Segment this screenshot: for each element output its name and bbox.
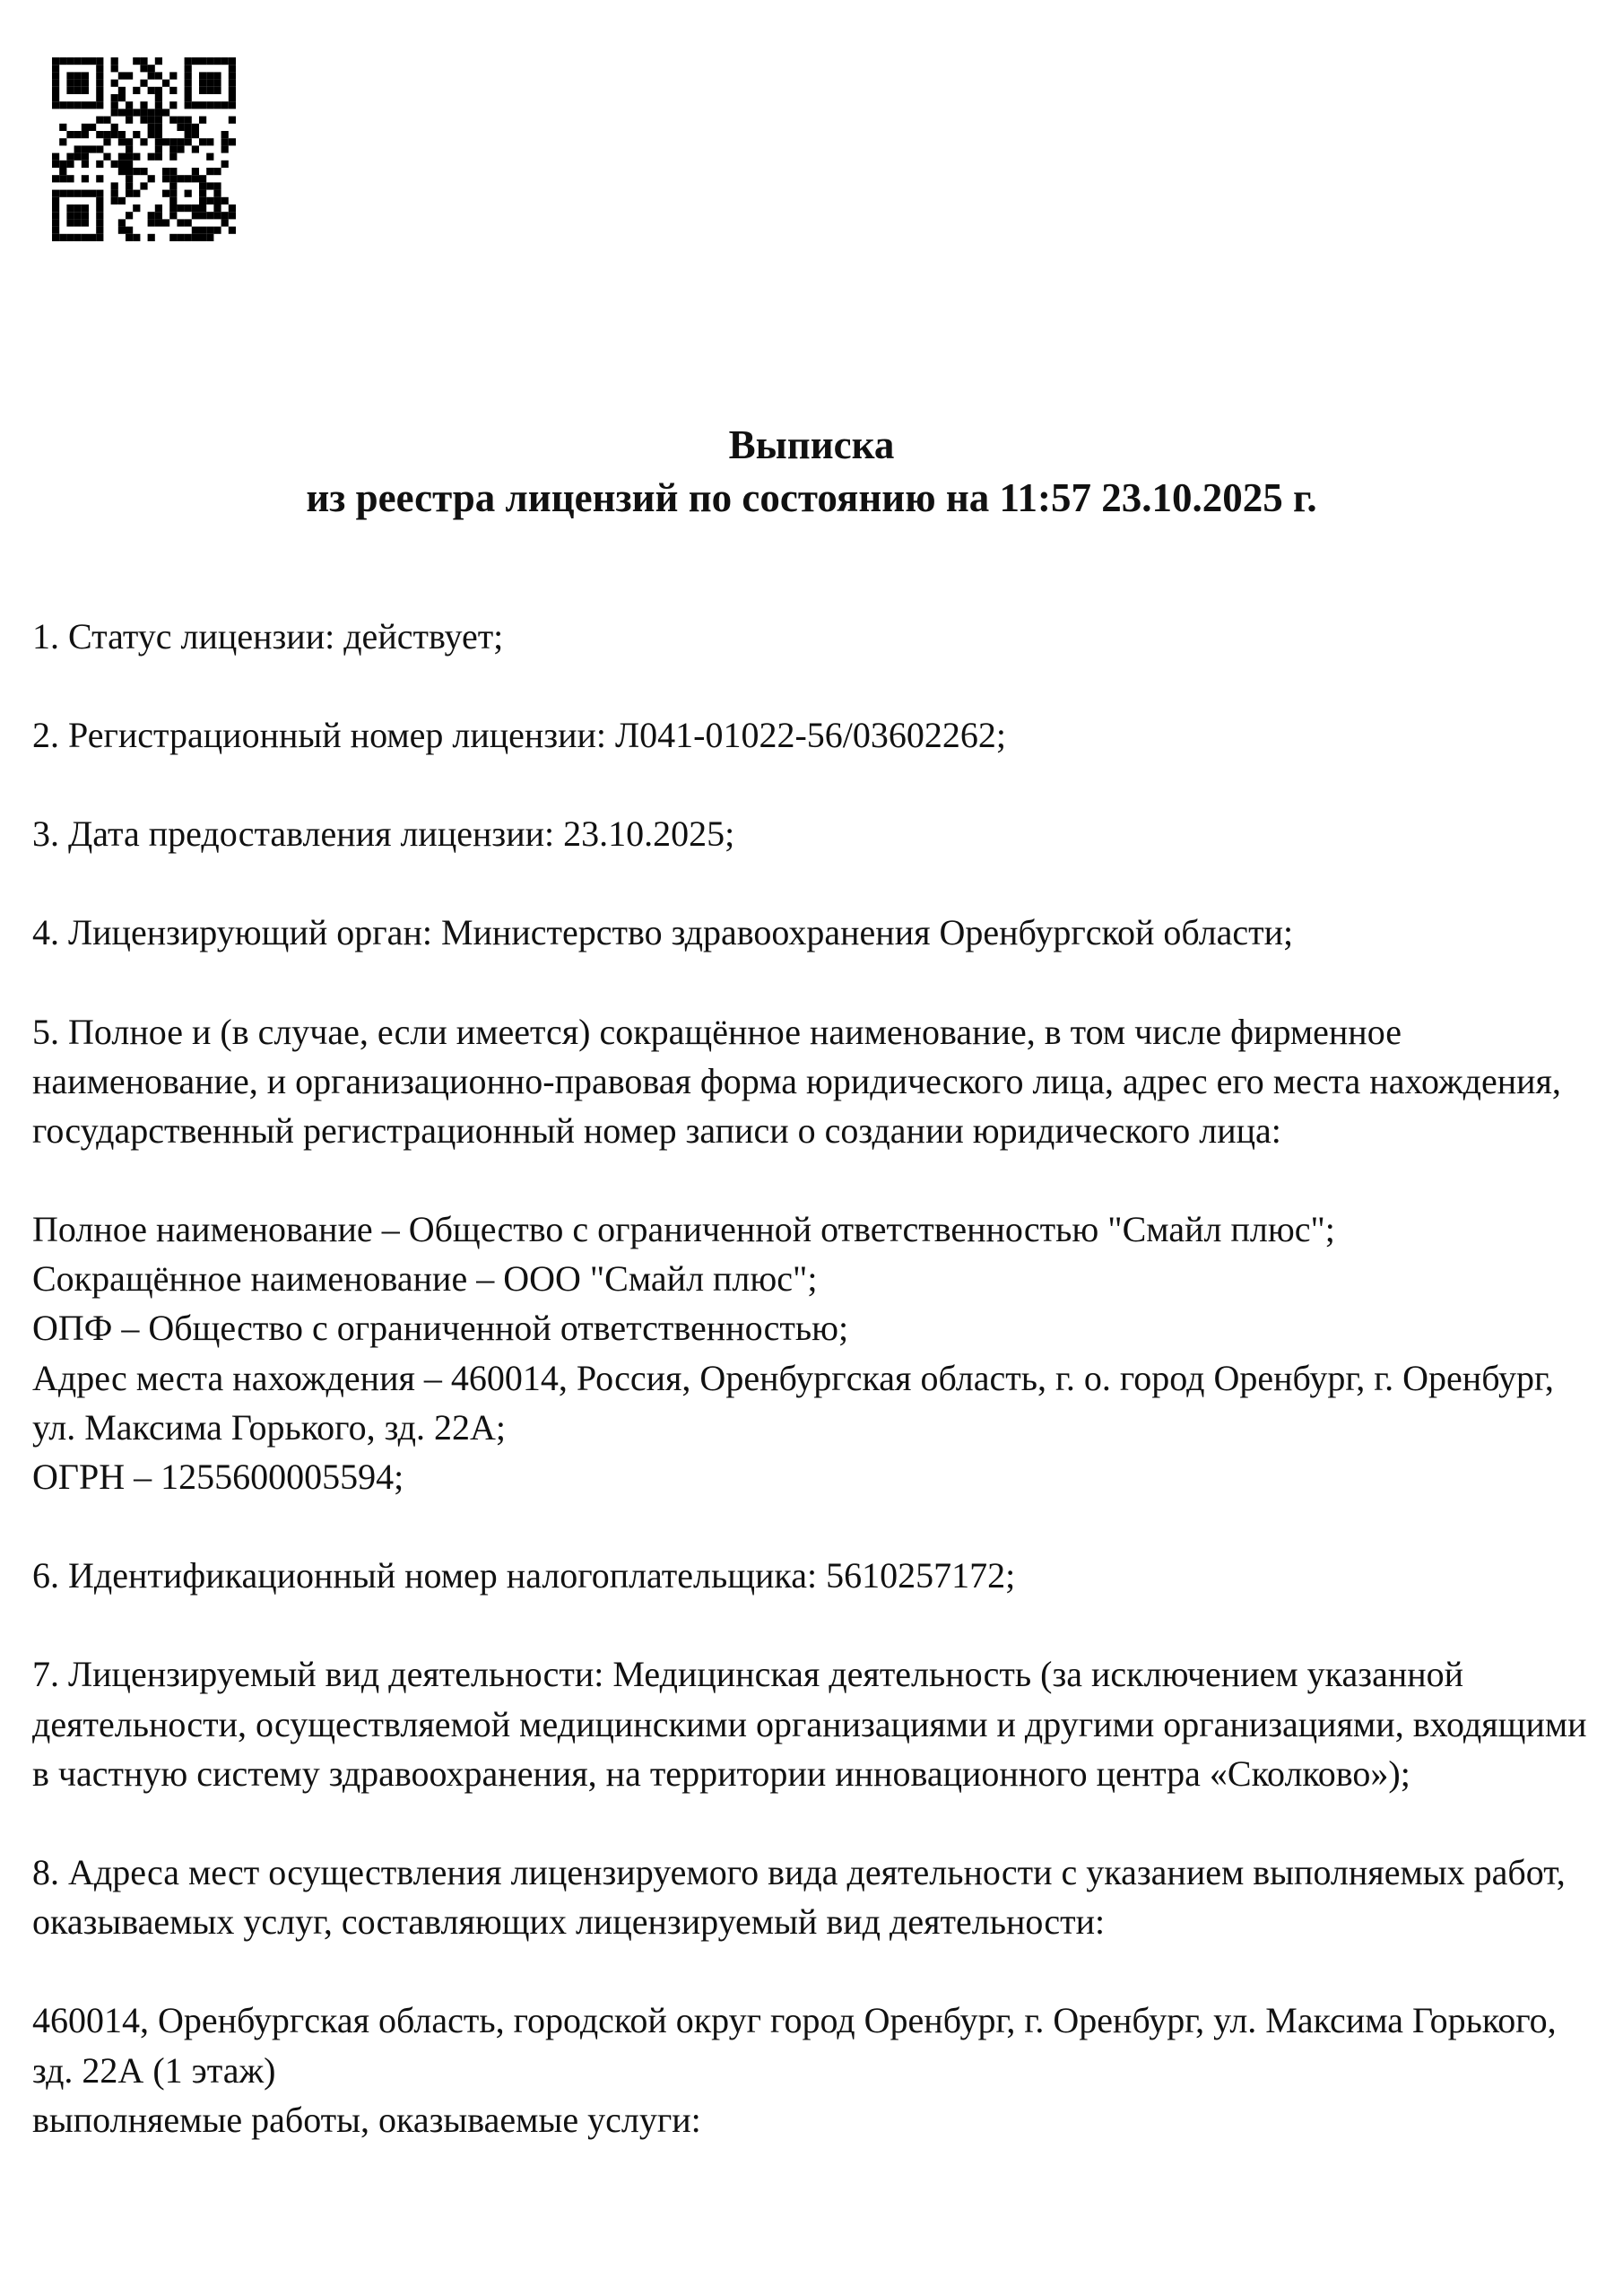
license-status: 1. Статус лицензии: действует; <box>32 615 504 657</box>
taxpayer-inn: 6. Идентификационный номер налогоплательщика: 5610257172; <box>32 1555 1016 1596</box>
activity-address-block <box>32 1996 1591 2144</box>
organization-short-name: Сокращённое наименование – ООО "Смайл плюс"; <box>32 1258 818 1300</box>
licensing-authority: 4. Лицензирующий орган: Министерство здравоохранения Оренбургской области; <box>32 912 1294 953</box>
grant-date: 3. Дата предоставления лицензии: 23.10.2025; <box>32 813 735 855</box>
organization-opf: ОПФ – Общество с ограниченной ответственностью; <box>32 1308 849 1349</box>
document-title-line1: Выписка <box>728 422 895 467</box>
works-services-label: выполняемые работы, оказываемые услуги: <box>32 2099 701 2140</box>
organization-intro: 5. Полное и (в случае, если имеется) сокращённое наименование, в том числе фирменное наименование, и организационно-правовая форма юридического лица, адрес его места нахождения, государственный регистрационный номер записи о создании юридического лица: <box>32 1011 1561 1151</box>
document-body <box>32 612 1591 2144</box>
licensed-activity: 7. Лицензируемый вид деятельности: Медицинская деятельность (за исключением указанной деятельности, осуществляемой медицинскими организациями и другими организациями, входящими в частную систему здравоохранения, на территории инновационного центра «Сколково»); <box>32 1654 1587 1794</box>
organization-details <box>32 1205 1591 1501</box>
activity-addresses-intro: 8. Адреса мест осуществления лицензируемого вида деятельности с указанием выполняемых работ, оказываемых услуг, составляющих лицензируемый вид деятельности: <box>32 1851 1566 1943</box>
qr-code <box>52 57 236 241</box>
organization-ogrn: ОГРН – 1255600005594; <box>32 1457 404 1498</box>
activity-address: 460014, Оренбургская область, городской округ город Оренбург, г. Оренбург, ул. Максима Горького, зд. 22А (1 этаж) <box>32 2000 1557 2091</box>
registration-number: 2. Регистрационный номер лицензии: Л041-01022-56/03602262; <box>32 714 1007 755</box>
document-title <box>32 419 1591 526</box>
organization-full-name: Полное наименование – Общество с ограниченной ответственностью "Смайл плюс"; <box>32 1209 1335 1250</box>
document-title-line2: из реестра лицензий по состоянию на 11:57 23.10.2025 г. <box>306 475 1317 521</box>
organization-address: Адрес места нахождения – 460014, Россия, Оренбургская область, г. о. город Оренбург, г. Оренбург, ул. Максима Горького, зд. 22А; <box>32 1357 1554 1448</box>
